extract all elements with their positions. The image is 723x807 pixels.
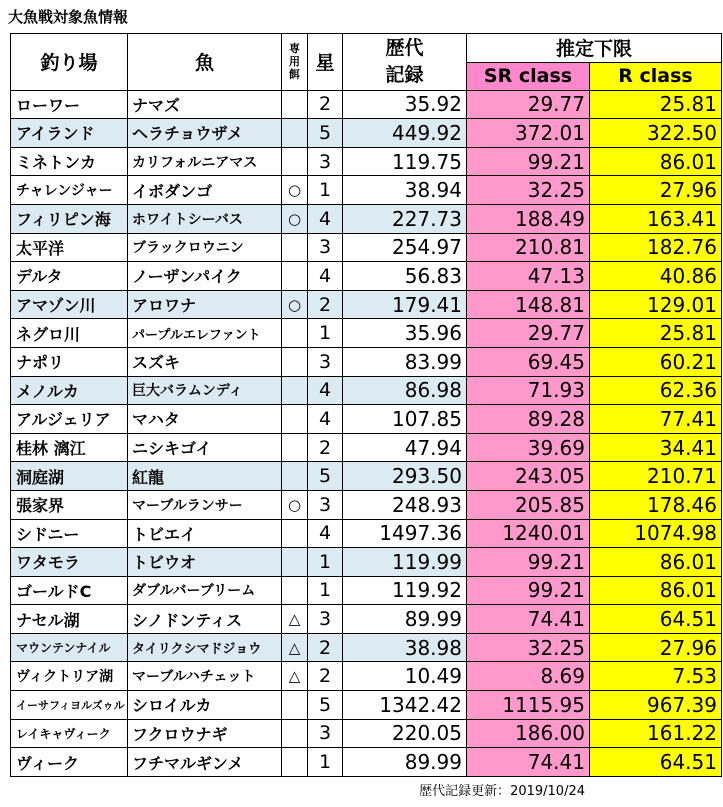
sr-class-cell: 99.21 bbox=[467, 576, 590, 605]
table-row bbox=[11, 147, 722, 176]
sr-class-cell: 89.28 bbox=[467, 405, 590, 434]
r-class-cell: 27.96 bbox=[590, 633, 722, 662]
sr-class-cell: 188.49 bbox=[467, 204, 590, 233]
star-cell: 2 bbox=[308, 290, 343, 319]
header-r-class: R class bbox=[590, 62, 722, 90]
table-row bbox=[11, 719, 722, 748]
table-row bbox=[11, 519, 722, 548]
place-cell: ナセル湖 bbox=[11, 605, 128, 634]
r-class-cell: 163.41 bbox=[590, 204, 722, 233]
star-cell: 3 bbox=[308, 605, 343, 634]
header-star: 星 bbox=[308, 34, 343, 91]
r-class-cell: 182.76 bbox=[590, 233, 722, 262]
bait-cell bbox=[282, 405, 308, 434]
fish-cell: イボダンゴ bbox=[128, 176, 282, 205]
sr-class-cell: 71.93 bbox=[467, 376, 590, 405]
r-class-cell: 64.51 bbox=[590, 605, 722, 634]
star-cell: 5 bbox=[308, 691, 343, 720]
sr-class-cell: 47.13 bbox=[467, 262, 590, 291]
table-row bbox=[11, 691, 722, 720]
r-class-cell: 967.39 bbox=[590, 691, 722, 720]
place-cell: ナポリ bbox=[11, 347, 128, 376]
star-cell: 3 bbox=[308, 490, 343, 519]
record-cell: 1342.42 bbox=[343, 691, 467, 720]
r-class-cell: 129.01 bbox=[590, 290, 722, 319]
star-cell: 2 bbox=[308, 433, 343, 462]
place-cell: ヴィーク bbox=[11, 748, 128, 777]
star-cell: 4 bbox=[308, 376, 343, 405]
bait-cell bbox=[282, 719, 308, 748]
record-cell: 10.49 bbox=[343, 662, 467, 691]
sr-class-cell: 148.81 bbox=[467, 290, 590, 319]
sr-class-cell: 32.25 bbox=[467, 176, 590, 205]
r-class-cell: 25.81 bbox=[590, 319, 722, 348]
sr-class-cell: 186.00 bbox=[467, 719, 590, 748]
bait-cell: ○ bbox=[282, 176, 308, 205]
record-cell: 254.97 bbox=[343, 233, 467, 262]
record-cell: 293.50 bbox=[343, 462, 467, 491]
header-record bbox=[343, 34, 467, 91]
bait-cell bbox=[282, 347, 308, 376]
table-row bbox=[11, 262, 722, 291]
sr-class-cell: 69.45 bbox=[467, 347, 590, 376]
record-cell: 35.96 bbox=[343, 319, 467, 348]
record-cell: 38.98 bbox=[343, 633, 467, 662]
star-cell: 4 bbox=[308, 519, 343, 548]
table-row bbox=[11, 290, 722, 319]
bait-cell bbox=[282, 462, 308, 491]
bait-cell: △ bbox=[282, 662, 308, 691]
fish-cell: ホワイトシーバス bbox=[128, 204, 282, 233]
bait-cell: △ bbox=[282, 633, 308, 662]
fish-cell: ダブルバーブリーム bbox=[128, 576, 282, 605]
star-cell: 1 bbox=[308, 319, 343, 348]
star-cell: 4 bbox=[308, 204, 343, 233]
place-cell: メノルカ bbox=[11, 376, 128, 405]
table-row bbox=[11, 605, 722, 634]
fish-cell: ブラックロウニン bbox=[128, 233, 282, 262]
record-cell: 47.94 bbox=[343, 433, 467, 462]
place-cell: アマゾン川 bbox=[11, 290, 128, 319]
star-cell: 5 bbox=[308, 462, 343, 491]
sr-class-cell: 29.77 bbox=[467, 90, 590, 119]
star-cell: 1 bbox=[308, 176, 343, 205]
star-cell: 2 bbox=[308, 633, 343, 662]
table-row bbox=[11, 748, 722, 777]
record-cell: 1497.36 bbox=[343, 519, 467, 548]
fish-cell: トビエイ bbox=[128, 519, 282, 548]
place-cell: イーサフィヨルズゥル bbox=[11, 691, 128, 720]
fish-cell: アロワナ bbox=[128, 290, 282, 319]
table-row bbox=[11, 90, 722, 119]
table-row bbox=[11, 576, 722, 605]
r-class-cell: 77.41 bbox=[590, 405, 722, 434]
table-row bbox=[11, 548, 722, 577]
sr-class-cell: 32.25 bbox=[467, 633, 590, 662]
place-cell: ミネトンカ bbox=[11, 147, 128, 176]
sr-class-cell: 243.05 bbox=[467, 462, 590, 491]
fish-table bbox=[10, 33, 722, 777]
header-row-1 bbox=[11, 34, 722, 63]
sr-class-cell: 372.01 bbox=[467, 119, 590, 148]
place-cell: 洞庭湖 bbox=[11, 462, 128, 491]
star-cell: 3 bbox=[308, 147, 343, 176]
fish-cell: スズキ bbox=[128, 347, 282, 376]
sr-class-cell: 74.41 bbox=[467, 605, 590, 634]
bait-cell bbox=[282, 548, 308, 577]
place-cell: チャレンジャー bbox=[11, 176, 128, 205]
bait-cell bbox=[282, 319, 308, 348]
r-class-cell: 25.81 bbox=[590, 90, 722, 119]
fish-cell: トビウオ bbox=[128, 548, 282, 577]
bait-cell bbox=[282, 90, 308, 119]
place-cell: ローワー bbox=[11, 90, 128, 119]
fish-cell: フクロウナギ bbox=[128, 719, 282, 748]
fish-cell: ナマズ bbox=[128, 90, 282, 119]
bait-cell bbox=[282, 576, 308, 605]
place-cell: フィリピン海 bbox=[11, 204, 128, 233]
sr-class-cell: 205.85 bbox=[467, 490, 590, 519]
table-row bbox=[11, 233, 722, 262]
record-cell: 56.83 bbox=[343, 262, 467, 291]
place-cell: アイランド bbox=[11, 119, 128, 148]
record-cell: 119.92 bbox=[343, 576, 467, 605]
place-cell: ワタモラ bbox=[11, 548, 128, 577]
bait-cell: △ bbox=[282, 605, 308, 634]
fish-cell: マハタ bbox=[128, 405, 282, 434]
sr-class-cell: 99.21 bbox=[467, 147, 590, 176]
fish-cell: フチマルギンメ bbox=[128, 748, 282, 777]
r-class-cell: 60.21 bbox=[590, 347, 722, 376]
record-cell: 89.99 bbox=[343, 748, 467, 777]
star-cell: 5 bbox=[308, 119, 343, 148]
bait-cell bbox=[282, 119, 308, 148]
table-body bbox=[11, 90, 722, 776]
header-estimate: 推定下限 bbox=[467, 34, 722, 63]
record-cell: 179.41 bbox=[343, 290, 467, 319]
fish-cell: マーブルハチェット bbox=[128, 662, 282, 691]
table-row bbox=[11, 347, 722, 376]
header-fish: 魚 bbox=[128, 34, 282, 91]
table-row bbox=[11, 119, 722, 148]
r-class-cell: 86.01 bbox=[590, 576, 722, 605]
fish-cell: ニシキゴイ bbox=[128, 433, 282, 462]
sr-class-cell: 210.81 bbox=[467, 233, 590, 262]
place-cell: 桂林 漓江 bbox=[11, 433, 128, 462]
record-cell: 107.85 bbox=[343, 405, 467, 434]
place-cell: 張家界 bbox=[11, 490, 128, 519]
bait-cell: ○ bbox=[282, 204, 308, 233]
star-cell: 3 bbox=[308, 347, 343, 376]
r-class-cell: 86.01 bbox=[590, 147, 722, 176]
place-cell: 太平洋 bbox=[11, 233, 128, 262]
table-row bbox=[11, 490, 722, 519]
star-cell: 1 bbox=[308, 548, 343, 577]
table-row bbox=[11, 462, 722, 491]
r-class-cell: 86.01 bbox=[590, 548, 722, 577]
header-record-line2: 記録 bbox=[385, 63, 424, 86]
bait-cell bbox=[282, 691, 308, 720]
star-cell: 3 bbox=[308, 719, 343, 748]
record-cell: 35.92 bbox=[343, 90, 467, 119]
header-record-line1: 歴代 bbox=[385, 36, 424, 59]
fish-cell: タイリクシマドジョウ bbox=[128, 633, 282, 662]
r-class-cell: 40.86 bbox=[590, 262, 722, 291]
place-cell: ネグロ川 bbox=[11, 319, 128, 348]
header-sr-class: SR class bbox=[467, 62, 590, 90]
place-cell: ヴィクトリア湖 bbox=[11, 662, 128, 691]
place-cell: レイキャヴィーク bbox=[11, 719, 128, 748]
record-cell: 119.99 bbox=[343, 548, 467, 577]
fish-cell: シノドンティス bbox=[128, 605, 282, 634]
r-class-cell: 64.51 bbox=[590, 748, 722, 777]
fish-cell: 紅龍 bbox=[128, 462, 282, 491]
table-row bbox=[11, 405, 722, 434]
bait-cell: ○ bbox=[282, 490, 308, 519]
bait-cell: ○ bbox=[282, 290, 308, 319]
star-cell: 4 bbox=[308, 262, 343, 291]
table-row bbox=[11, 204, 722, 233]
r-class-cell: 161.22 bbox=[590, 719, 722, 748]
header-bait-text: 専用餌 bbox=[289, 42, 300, 82]
star-cell: 1 bbox=[308, 748, 343, 777]
page-title: 大魚戦対象魚情報 bbox=[8, 8, 129, 26]
header-place: 釣り場 bbox=[11, 34, 128, 91]
star-cell: 2 bbox=[308, 662, 343, 691]
record-cell: 86.98 bbox=[343, 376, 467, 405]
record-cell: 83.99 bbox=[343, 347, 467, 376]
fish-cell: マーブルランサー bbox=[128, 490, 282, 519]
bait-cell bbox=[282, 519, 308, 548]
place-cell: アルジェリア bbox=[11, 405, 128, 434]
table-row bbox=[11, 633, 722, 662]
sr-class-cell: 1115.95 bbox=[467, 691, 590, 720]
fish-cell: ヘラチョウザメ bbox=[128, 119, 282, 148]
sr-class-cell: 99.21 bbox=[467, 548, 590, 577]
bait-cell bbox=[282, 748, 308, 777]
bait-cell bbox=[282, 262, 308, 291]
sr-class-cell: 29.77 bbox=[467, 319, 590, 348]
record-cell: 248.93 bbox=[343, 490, 467, 519]
fish-cell: パープルエレファント bbox=[128, 319, 282, 348]
place-cell: ゴールドC bbox=[11, 576, 128, 605]
bait-cell bbox=[282, 433, 308, 462]
star-cell: 2 bbox=[308, 90, 343, 119]
table-row bbox=[11, 176, 722, 205]
header-bait bbox=[282, 34, 308, 91]
place-cell: マウンテンナイル bbox=[11, 633, 128, 662]
sr-class-cell: 74.41 bbox=[467, 748, 590, 777]
star-cell: 4 bbox=[308, 405, 343, 434]
sr-class-cell: 1240.01 bbox=[467, 519, 590, 548]
update-note: 歴代記録更新：2019/10/24 bbox=[419, 784, 585, 799]
r-class-cell: 62.36 bbox=[590, 376, 722, 405]
table-row bbox=[11, 433, 722, 462]
fish-cell: ノーザンパイク bbox=[128, 262, 282, 291]
r-class-cell: 1074.98 bbox=[590, 519, 722, 548]
table-row bbox=[11, 319, 722, 348]
star-cell: 1 bbox=[308, 576, 343, 605]
record-cell: 227.73 bbox=[343, 204, 467, 233]
r-class-cell: 27.96 bbox=[590, 176, 722, 205]
r-class-cell: 210.71 bbox=[590, 462, 722, 491]
r-class-cell: 34.41 bbox=[590, 433, 722, 462]
record-cell: 38.94 bbox=[343, 176, 467, 205]
r-class-cell: 7.53 bbox=[590, 662, 722, 691]
record-cell: 449.92 bbox=[343, 119, 467, 148]
place-cell: デルタ bbox=[11, 262, 128, 291]
record-cell: 220.05 bbox=[343, 719, 467, 748]
record-cell: 119.75 bbox=[343, 147, 467, 176]
fish-cell: カリフォルニアマス bbox=[128, 147, 282, 176]
r-class-cell: 178.46 bbox=[590, 490, 722, 519]
sr-class-cell: 39.69 bbox=[467, 433, 590, 462]
bait-cell bbox=[282, 147, 308, 176]
r-class-cell: 322.50 bbox=[590, 119, 722, 148]
star-cell: 3 bbox=[308, 233, 343, 262]
record-cell: 89.99 bbox=[343, 605, 467, 634]
bait-cell bbox=[282, 376, 308, 405]
bait-cell bbox=[282, 233, 308, 262]
sr-class-cell: 8.69 bbox=[467, 662, 590, 691]
table-row bbox=[11, 376, 722, 405]
table-row bbox=[11, 662, 722, 691]
fish-cell: シロイルカ bbox=[128, 691, 282, 720]
fish-cell: 巨大バラムンディ bbox=[128, 376, 282, 405]
place-cell: シドニー bbox=[11, 519, 128, 548]
